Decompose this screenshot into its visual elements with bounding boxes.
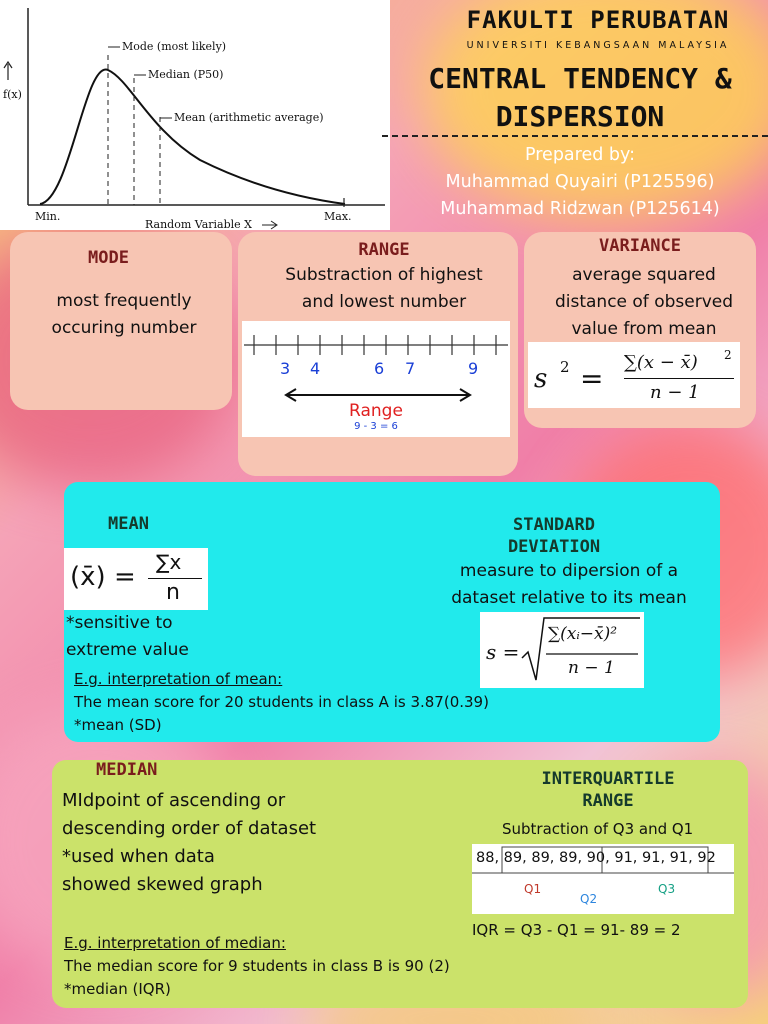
range-line-1: Substraction of highest — [285, 265, 483, 285]
variance-card — [524, 232, 756, 428]
nl-num-7: 7 — [405, 359, 416, 378]
variance-denominator: n − 1 — [650, 382, 700, 403]
mean-example — [74, 668, 489, 737]
title-block — [392, 0, 768, 230]
variance-formula — [528, 342, 740, 408]
iqr-calc: IQR = Q3 - Q1 = 91- 89 = 2 — [472, 921, 681, 939]
title-line-2: DISPERSION — [495, 100, 665, 133]
median-line-4: showed skewed graph — [62, 874, 263, 895]
sd-heading-1: STANDARD — [513, 515, 595, 535]
median-example-note: *median (IQR) — [64, 980, 171, 998]
range-line-2: and lowest number — [301, 292, 467, 312]
variance-fraction-bar — [624, 378, 734, 379]
nl-num-4: 4 — [310, 359, 321, 378]
mean-note-2: extreme value — [66, 640, 189, 660]
range-label: Range — [349, 401, 403, 421]
iqr-dataset: 88, 89, 89, 89, 90, 91, 91, 91, 92 — [476, 850, 716, 866]
nl-num-9: 9 — [468, 359, 479, 378]
sd-line-1: measure to dipersion of a — [459, 561, 679, 581]
sd-line-2: dataset relative to its mean — [451, 588, 687, 608]
median-example-text: The median score for 9 students in class B is 90 (2) — [64, 957, 450, 975]
title-divider — [382, 135, 768, 137]
variance-line-3: value from mean — [571, 319, 717, 339]
mean-note-1: *sensitive to — [66, 613, 173, 633]
variance-eq: = — [580, 362, 604, 395]
poster-title — [392, 60, 768, 136]
mean-heading: MEAN — [108, 514, 149, 534]
mean-sd-card — [64, 482, 720, 742]
mean-example-label: E.g. interpretation of mean: — [74, 670, 283, 688]
mean-example-text: The mean score for 20 students in class A is 3.87(0.39) — [74, 693, 489, 711]
sd-heading — [484, 514, 624, 558]
iqr-q3: Q3 — [658, 882, 676, 896]
title-line-1: CENTRAL TENDENCY & — [428, 62, 732, 95]
mean-numerator: ∑x — [156, 550, 182, 574]
mode-annotation: Mode (most likely) — [122, 40, 227, 53]
nl-num-6: 6 — [374, 359, 385, 378]
mean-example-note: *mean (SD) — [74, 716, 162, 734]
x-max-label: Max. — [324, 210, 352, 223]
variance-description — [524, 262, 764, 343]
mean-fraction-bar — [148, 578, 202, 579]
mode-heading: MODE — [88, 248, 129, 268]
median-iqr-card — [52, 760, 748, 1008]
sd-description — [424, 558, 714, 612]
distribution-curve — [40, 69, 345, 204]
iqr-description: Subtraction of Q3 and Q1 — [502, 820, 694, 838]
range-card — [238, 232, 518, 476]
sd-lhs: s = — [486, 640, 520, 664]
range-description — [238, 262, 530, 316]
mean-denominator: n — [166, 580, 180, 605]
range-numberline — [242, 321, 510, 437]
range-calc: 9 - 3 = 6 — [354, 421, 398, 432]
iqr-dataset-box — [472, 844, 734, 914]
author-2: Muhammad Ridzwan (P125614) — [440, 199, 720, 219]
sd-numerator: ∑(xᵢ−x̄)² — [548, 624, 618, 644]
mode-card — [10, 232, 232, 410]
nl-num-3: 3 — [280, 359, 291, 378]
mode-line-1: most frequently — [56, 291, 192, 311]
mode-line-2: occuring number — [51, 318, 197, 338]
variance-s-exp: 2 — [560, 358, 570, 376]
author-1: Muhammad Quyairi (P125596) — [445, 172, 715, 192]
faculty-name: FAKULTI PERUBATAN — [466, 6, 730, 34]
iqr-heading — [528, 768, 688, 812]
variance-line-1: average squared — [572, 265, 716, 285]
iqr-q1: Q1 — [524, 882, 542, 896]
mean-annotation: Mean (arithmetic average) — [174, 111, 324, 124]
variance-s: s — [534, 364, 548, 394]
skewed-distribution-chart — [0, 0, 390, 230]
sd-denominator: n − 1 — [568, 658, 615, 678]
variance-num-exp: 2 — [724, 348, 732, 362]
median-annotation: Median (P50) — [148, 68, 224, 81]
mode-description — [10, 288, 238, 342]
sd-heading-2: DEVIATION — [507, 537, 601, 557]
y-axis-label: f(x) — [3, 88, 22, 101]
iqr-heading-1: INTERQUARTILE — [541, 769, 675, 789]
median-example-label: E.g. interpretation of median: — [64, 934, 286, 952]
sd-formula — [480, 612, 644, 688]
variance-line-2: distance of observed — [554, 292, 734, 312]
median-example — [64, 932, 450, 1001]
variance-numerator: ∑(x − x̄) — [624, 352, 698, 373]
x-min-label: Min. — [35, 210, 61, 223]
iqr-heading-2: RANGE — [582, 791, 634, 811]
median-heading: MEDIAN — [96, 760, 158, 780]
median-line-2: descending order of dataset — [62, 818, 317, 839]
median-description — [62, 787, 392, 899]
x-axis-label: Random Variable X — [145, 218, 252, 231]
range-heading: RANGE — [358, 240, 410, 260]
prepared-label: Prepared by: — [525, 145, 635, 165]
variance-heading: VARIANCE — [599, 236, 681, 256]
median-line-1: MIdpoint of ascending or — [62, 790, 286, 811]
mean-formula — [64, 548, 208, 610]
prepared-by — [392, 142, 768, 223]
university-name: UNIVERSITI KEBANGSAAN MALAYSIA — [466, 40, 730, 51]
iqr-q2: Q2 — [580, 892, 598, 906]
mean-note — [66, 610, 226, 664]
median-line-3: *used when data — [62, 846, 215, 867]
mean-lhs: (x̄) = — [70, 562, 136, 592]
